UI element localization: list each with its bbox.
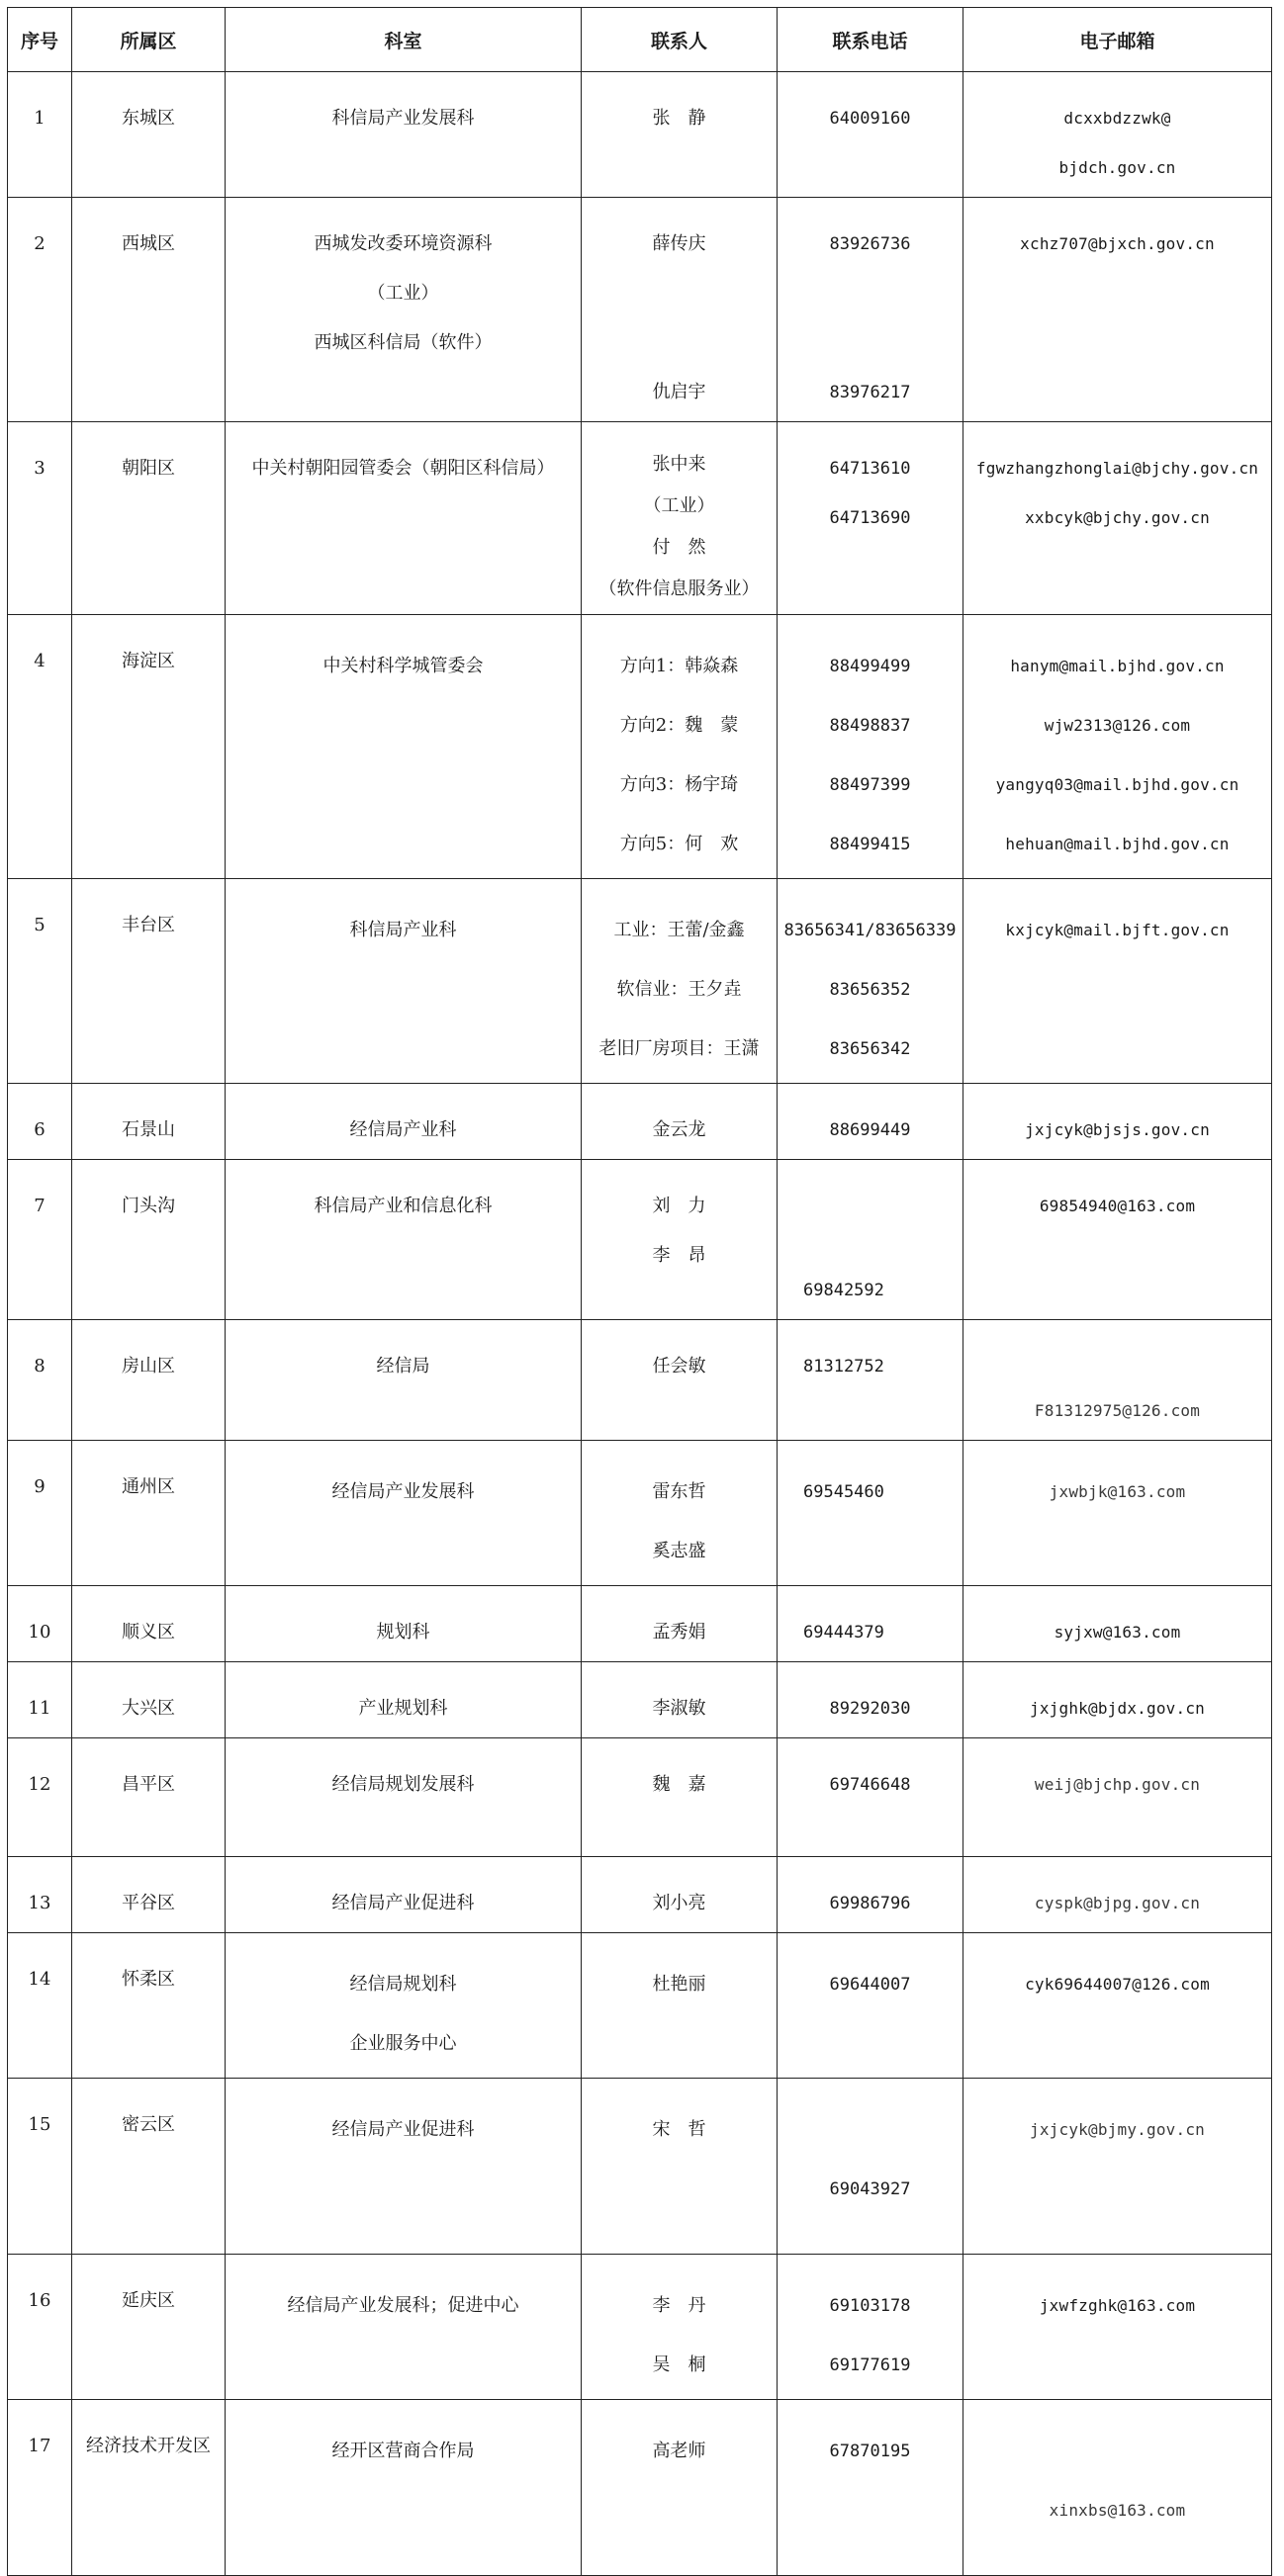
header-email: 电子邮箱 xyxy=(963,8,1272,72)
row-dept-line: 经信局 xyxy=(376,1356,430,1377)
row-phone-line: 69842592 xyxy=(803,1281,884,1300)
row-phone xyxy=(778,879,963,1084)
row-phone-line: 81312752 xyxy=(803,1357,884,1377)
row-email xyxy=(963,615,1272,879)
row-email xyxy=(963,879,1272,1084)
row-email-line: hehuan@mail.bjhd.gov.cn xyxy=(1005,835,1230,853)
row-phone xyxy=(778,1160,963,1320)
table-body xyxy=(8,72,1272,2576)
row-contact-line: 张 静 xyxy=(652,108,706,129)
table-row xyxy=(8,1160,1272,1320)
row-dept-line: 西城发改委环境资源科 xyxy=(314,233,493,254)
row-dept-line: 经信局规划发展科 xyxy=(331,1774,475,1795)
row-contact-line: （软件信息服务业） xyxy=(598,578,760,599)
row-no-line: 12 xyxy=(28,1774,51,1795)
row-email-line: xxbcyk@bjchy.gov.cn xyxy=(1025,508,1210,527)
row-contact xyxy=(582,198,778,422)
row-email-line: 69854940@163.com xyxy=(1039,1197,1196,1215)
table-row xyxy=(8,1441,1272,1586)
table-row xyxy=(8,422,1272,615)
row-district-line: 丰台区 xyxy=(122,915,175,935)
table-row xyxy=(8,1738,1272,1857)
table-header-row xyxy=(8,8,1272,72)
row-dept-line: 科信局产业发展科 xyxy=(331,108,475,129)
row-contact-line: （工业） xyxy=(643,495,715,516)
row-email-line: hanym@mail.bjhd.gov.cn xyxy=(1010,657,1225,675)
row-no xyxy=(8,198,72,422)
row-contact-line: 老旧厂房项目：王潇 xyxy=(598,1038,760,1059)
row-contact-line: 方向1：韩焱森 xyxy=(619,656,739,676)
row-dept xyxy=(226,1084,582,1160)
row-contact xyxy=(582,1662,778,1738)
header-contact: 联系人 xyxy=(582,8,778,72)
row-phone xyxy=(778,2400,963,2576)
row-email-line: xinxbs@163.com xyxy=(1049,2501,1186,2520)
row-contact-line: 薛传庆 xyxy=(652,233,706,254)
row-dept-line: 经信局规划科 xyxy=(349,1974,457,1995)
row-phone xyxy=(778,1084,963,1160)
row-contact-line: 金云龙 xyxy=(652,1119,706,1140)
row-contact xyxy=(582,879,778,1084)
row-contact xyxy=(582,1738,778,1857)
row-district-line: 西城区 xyxy=(122,233,175,254)
row-dept-line: 经信局产业发展科 xyxy=(331,1481,475,1502)
row-contact-line: 孟秀娟 xyxy=(652,1622,706,1643)
row-no xyxy=(8,1933,72,2079)
row-email-line: syjxw@163.com xyxy=(1054,1623,1181,1642)
row-phone-line: 88499415 xyxy=(829,835,911,854)
row-email xyxy=(963,1738,1272,1857)
row-no xyxy=(8,422,72,615)
row-contact xyxy=(582,1857,778,1933)
row-email xyxy=(963,2255,1272,2400)
row-email-line: fgwzhangzhonglai@bjchy.gov.cn xyxy=(975,459,1259,478)
row-email-line: jxwbjk@163.com xyxy=(1049,1482,1186,1501)
row-dept-line: 企业服务中心 xyxy=(349,2033,457,2054)
row-phone xyxy=(778,422,963,615)
row-email xyxy=(963,198,1272,422)
row-contact xyxy=(582,1084,778,1160)
row-dept-line: 科信局产业和信息化科 xyxy=(314,1196,493,1216)
row-phone-line: 88498837 xyxy=(829,716,911,736)
row-phone-line: 64713610 xyxy=(829,459,911,479)
row-no-line: 17 xyxy=(28,2436,51,2456)
row-email-line: kxjcyk@mail.bjft.gov.cn xyxy=(1005,921,1230,939)
row-phone-line: 67870195 xyxy=(829,2442,911,2461)
row-district-line: 门头沟 xyxy=(122,1196,175,1216)
row-district-line: 通州区 xyxy=(122,1476,175,1497)
row-no xyxy=(8,615,72,879)
row-dept xyxy=(226,2079,582,2255)
row-district xyxy=(72,1160,226,1320)
row-no xyxy=(8,1662,72,1738)
row-email xyxy=(963,1662,1272,1738)
row-contact xyxy=(582,615,778,879)
row-email-line: yangyq03@mail.bjhd.gov.cn xyxy=(995,775,1239,794)
row-district xyxy=(72,198,226,422)
row-email-line: jxjghk@bjdx.gov.cn xyxy=(1030,1699,1205,1718)
row-dept-line: 中关村科学城管委会 xyxy=(322,656,484,676)
row-district-line: 石景山 xyxy=(122,1119,175,1140)
row-no-line: 15 xyxy=(28,2114,51,2135)
row-contact xyxy=(582,1320,778,1441)
row-phone-line: 83656352 xyxy=(829,980,911,1000)
row-no-line: 3 xyxy=(34,458,46,479)
row-no xyxy=(8,1857,72,1933)
row-district-line: 顺义区 xyxy=(122,1622,175,1643)
row-contact-line: 高老师 xyxy=(652,2441,706,2461)
row-contact-line: 软信业：王夕垚 xyxy=(616,979,742,1000)
row-dept-line: （工业） xyxy=(367,283,439,304)
row-phone-line: 69746648 xyxy=(829,1775,911,1795)
row-dept xyxy=(226,1586,582,1662)
row-no-line: 13 xyxy=(28,1893,51,1913)
row-district xyxy=(72,1320,226,1441)
row-district xyxy=(72,2079,226,2255)
table-row xyxy=(8,198,1272,422)
table-row xyxy=(8,1320,1272,1441)
row-no xyxy=(8,1738,72,1857)
row-contact-line: 刘小亮 xyxy=(652,1893,706,1913)
row-district xyxy=(72,1586,226,1662)
row-dept xyxy=(226,198,582,422)
row-dept xyxy=(226,615,582,879)
row-contact-line: 方向2：魏 蒙 xyxy=(619,715,739,736)
table-row xyxy=(8,1857,1272,1933)
row-phone xyxy=(778,615,963,879)
row-email xyxy=(963,1320,1272,1441)
row-contact xyxy=(582,72,778,198)
row-district-line: 昌平区 xyxy=(122,1774,175,1795)
row-email xyxy=(963,2400,1272,2576)
row-no xyxy=(8,1084,72,1160)
row-dept-line: 产业规划科 xyxy=(358,1698,448,1719)
row-dept xyxy=(226,2400,582,2576)
row-phone-line: 69644007 xyxy=(829,1975,911,1995)
row-contact xyxy=(582,2079,778,2255)
row-email-line: F81312975@126.com xyxy=(1034,1401,1201,1420)
row-district xyxy=(72,615,226,879)
row-email xyxy=(963,2079,1272,2255)
header-dept: 科室 xyxy=(226,8,582,72)
row-district-line: 东城区 xyxy=(122,108,175,129)
row-email-line: cyk69644007@126.com xyxy=(1025,1975,1210,1994)
header-phone: 联系电话 xyxy=(778,8,963,72)
row-contact-line: 杜艳丽 xyxy=(652,1974,706,1995)
table-row xyxy=(8,2400,1272,2576)
row-contact-line: 方向5：何 欢 xyxy=(619,834,739,854)
row-no-line: 1 xyxy=(34,108,46,129)
row-phone-line: 89292030 xyxy=(829,1699,911,1719)
row-phone xyxy=(778,198,963,422)
row-dept xyxy=(226,1662,582,1738)
row-phone-line: 88499499 xyxy=(829,657,911,676)
row-dept-line: 经开区营商合作局 xyxy=(331,2441,475,2461)
row-no-line: 10 xyxy=(28,1622,51,1643)
row-dept xyxy=(226,879,582,1084)
row-contact xyxy=(582,1160,778,1320)
row-contact-line: 雷东哲 xyxy=(652,1481,706,1502)
row-no-line: 11 xyxy=(28,1698,51,1719)
row-email-line: jxwfzghk@163.com xyxy=(1039,2296,1196,2315)
row-district-line: 房山区 xyxy=(122,1356,175,1377)
row-district-line: 延庆区 xyxy=(122,2290,175,2311)
row-dept-line: 中关村朝阳园管委会（朝阳区科信局） xyxy=(251,458,555,479)
row-contact-line: 宋 哲 xyxy=(652,2119,706,2140)
row-dept xyxy=(226,1738,582,1857)
row-district-line: 怀柔区 xyxy=(122,1969,175,1990)
row-no xyxy=(8,879,72,1084)
row-email xyxy=(963,1160,1272,1320)
row-district xyxy=(72,879,226,1084)
row-contact-line: 李淑敏 xyxy=(652,1698,706,1719)
row-dept-line: 西城区科信局（软件） xyxy=(314,332,493,353)
row-contact-line: 工业：王蕾/金鑫 xyxy=(613,920,745,940)
row-no xyxy=(8,2400,72,2576)
row-contact xyxy=(582,422,778,615)
row-contact xyxy=(582,1586,778,1662)
row-phone xyxy=(778,1857,963,1933)
row-contact-line: 奚志盛 xyxy=(652,1541,706,1561)
row-contact xyxy=(582,2400,778,2576)
row-email xyxy=(963,1084,1272,1160)
row-email-line: jxjcyk@bjmy.gov.cn xyxy=(1030,2120,1205,2139)
row-email xyxy=(963,1857,1272,1933)
row-phone-line: 69545460 xyxy=(803,1482,884,1502)
row-contact-line: 仇启宇 xyxy=(652,382,706,402)
row-phone-line: 83656341/83656339 xyxy=(783,921,957,940)
row-phone xyxy=(778,72,963,198)
row-no xyxy=(8,1160,72,1320)
row-email-line: xchz707@bjxch.gov.cn xyxy=(1020,234,1215,253)
table-row xyxy=(8,1084,1272,1160)
row-email xyxy=(963,1586,1272,1662)
row-dept-line: 经信局产业促进科 xyxy=(331,1893,475,1913)
row-no-line: 2 xyxy=(34,233,46,254)
row-no xyxy=(8,1441,72,1586)
row-phone-line: 69177619 xyxy=(829,2355,911,2375)
row-no-line: 5 xyxy=(34,915,46,935)
table-row xyxy=(8,72,1272,198)
row-dept-line: 经信局产业发展科；促进中心 xyxy=(287,2295,519,2316)
row-contact-line: 魏 嘉 xyxy=(652,1774,706,1795)
row-phone xyxy=(778,1441,963,1586)
row-email xyxy=(963,1441,1272,1586)
row-dept xyxy=(226,1441,582,1586)
contact-table xyxy=(7,7,1272,2576)
row-no xyxy=(8,72,72,198)
row-contact-line: 吴 桐 xyxy=(652,2354,706,2375)
row-phone-line: 69043927 xyxy=(829,2179,911,2199)
row-no xyxy=(8,1586,72,1662)
row-contact xyxy=(582,1441,778,1586)
row-email xyxy=(963,72,1272,198)
row-email xyxy=(963,1933,1272,2079)
row-no xyxy=(8,2255,72,2400)
row-district xyxy=(72,2255,226,2400)
row-district-line: 平谷区 xyxy=(122,1893,175,1913)
table-row xyxy=(8,879,1272,1084)
row-email-line: wjw2313@126.com xyxy=(1044,716,1191,735)
row-district-line: 朝阳区 xyxy=(122,458,175,479)
row-phone-line: 69103178 xyxy=(829,2296,911,2316)
row-phone-line: 88497399 xyxy=(829,775,911,795)
row-dept xyxy=(226,2255,582,2400)
table-row xyxy=(8,2255,1272,2400)
row-phone xyxy=(778,1662,963,1738)
table-row xyxy=(8,615,1272,879)
row-contact-line: 李 丹 xyxy=(652,2295,706,2316)
row-contact-line: 李 昂 xyxy=(652,1245,706,1266)
row-contact xyxy=(582,2255,778,2400)
row-dept xyxy=(226,1160,582,1320)
row-district xyxy=(72,1441,226,1586)
row-phone-line: 83656342 xyxy=(829,1039,911,1059)
row-district xyxy=(72,1738,226,1857)
row-contact-line: 任会敏 xyxy=(652,1356,706,1377)
row-dept xyxy=(226,422,582,615)
row-district xyxy=(72,2400,226,2576)
row-district xyxy=(72,1662,226,1738)
row-phone xyxy=(778,1933,963,2079)
row-email-line: dcxxbdzzwk@ xyxy=(1063,109,1171,128)
table-row xyxy=(8,1586,1272,1662)
header-district: 所属区 xyxy=(72,8,226,72)
row-phone xyxy=(778,2255,963,2400)
row-phone-line: 64009160 xyxy=(829,109,911,129)
row-phone-line: 64713690 xyxy=(829,508,911,528)
row-district-line: 密云区 xyxy=(122,2114,175,2135)
row-district xyxy=(72,72,226,198)
row-dept-line: 经信局产业科 xyxy=(349,1119,457,1140)
row-district xyxy=(72,1084,226,1160)
row-phone-line: 83926736 xyxy=(829,234,911,254)
row-dept xyxy=(226,1320,582,1441)
row-district xyxy=(72,1857,226,1933)
row-district xyxy=(72,422,226,615)
row-phone xyxy=(778,1738,963,1857)
row-contact-line: 刘 力 xyxy=(652,1196,706,1216)
row-no xyxy=(8,1320,72,1441)
row-email-line: cyspk@bjpg.gov.cn xyxy=(1034,1894,1201,1912)
row-no-line: 16 xyxy=(28,2290,51,2311)
row-dept xyxy=(226,1857,582,1933)
row-contact-line: 方向3：杨宇琦 xyxy=(619,774,739,795)
row-contact-line: 张中来 xyxy=(652,454,706,475)
row-phone xyxy=(778,1320,963,1441)
row-no-line: 14 xyxy=(28,1969,51,1990)
row-phone-line: 83976217 xyxy=(829,383,911,402)
table-row xyxy=(8,2079,1272,2255)
row-no-line: 7 xyxy=(34,1196,46,1216)
table-row xyxy=(8,1933,1272,2079)
row-district-line: 大兴区 xyxy=(122,1698,175,1719)
row-district xyxy=(72,1933,226,2079)
row-dept xyxy=(226,72,582,198)
row-dept-line: 经信局产业促进科 xyxy=(331,2119,475,2140)
row-dept-line: 科信局产业科 xyxy=(349,920,457,940)
table-row xyxy=(8,1662,1272,1738)
row-phone-line: 88699449 xyxy=(829,1120,911,1140)
row-no-line: 6 xyxy=(34,1119,46,1140)
row-no-line: 4 xyxy=(34,651,46,671)
row-dept-line: 规划科 xyxy=(376,1622,430,1643)
row-contact-line: 付 然 xyxy=(652,537,706,558)
row-district-line: 经济技术开发区 xyxy=(86,2436,211,2456)
row-dept xyxy=(226,1933,582,2079)
row-phone xyxy=(778,1586,963,1662)
row-district-line: 海淀区 xyxy=(122,651,175,671)
row-email-line: weij@bjchp.gov.cn xyxy=(1034,1775,1201,1794)
row-email xyxy=(963,422,1272,615)
header-no: 序号 xyxy=(8,8,72,72)
row-phone-line: 69986796 xyxy=(829,1894,911,1913)
row-phone-line: 69444379 xyxy=(803,1623,884,1643)
row-email-line: bjdch.gov.cn xyxy=(1058,158,1176,177)
row-no-line: 8 xyxy=(34,1356,46,1377)
row-phone xyxy=(778,2079,963,2255)
row-no xyxy=(8,2079,72,2255)
row-contact xyxy=(582,1933,778,2079)
row-email-line: jxjcyk@bjsjs.gov.cn xyxy=(1025,1120,1210,1139)
row-no-line: 9 xyxy=(34,1476,46,1497)
